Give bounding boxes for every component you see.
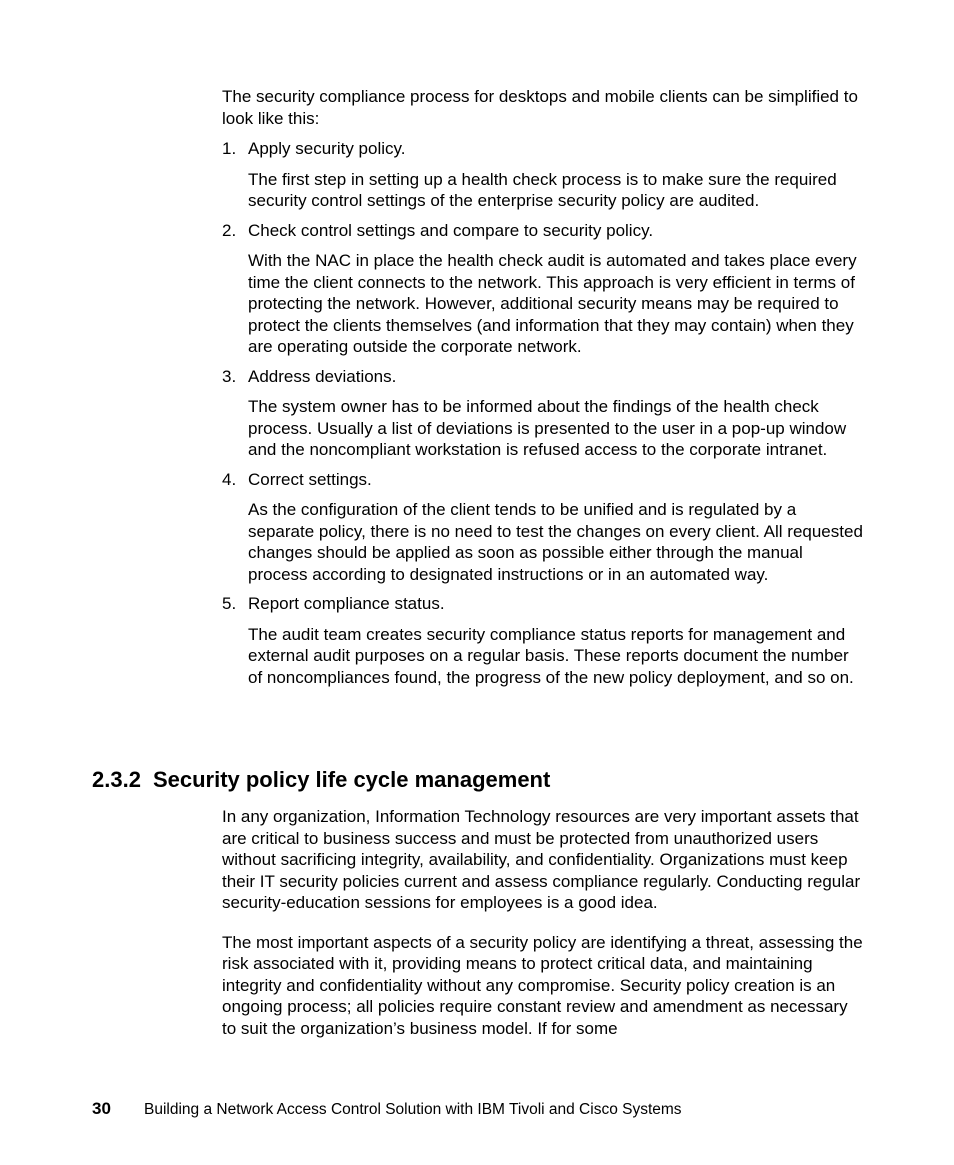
step-title: Address deviations. xyxy=(248,366,397,386)
step-description: With the NAC in place the health check audit is automated and takes place every time the client connects to the network. This approach is very efficient in terms of protecting the network. However, additional security means may be required to protect the clients themselves (and information that they may contain) when they are operating outside the corporate network. xyxy=(248,251,857,356)
intro-paragraph: The security compliance process for desktops and mobile clients can be simplified to look like this: xyxy=(222,87,858,128)
section-heading xyxy=(92,766,550,794)
list-item xyxy=(222,220,864,358)
step-title: Report compliance status. xyxy=(248,594,445,613)
step-heading xyxy=(222,366,864,388)
step-description: The system owner has to be informed about the findings of the health check process. Usually a list of deviations is presented to the user in a pop-up window and the noncompliant workstation is refused access to the corporate intranet. xyxy=(248,397,847,459)
step-description: As the configuration of the client tends to be unified and is regulated by a separate policy, there is no need to test the changes on every client. All requested changes should be applied as soon as possible either through the manual process according to designated instructions or in an automated way. xyxy=(248,500,863,584)
section-number: 2.3.2 xyxy=(92,767,141,792)
step-description: The first step in setting up a health check process is to make sure the required security control settings of the enterprise security policy are audited. xyxy=(248,169,837,210)
step-number: 3. xyxy=(222,366,237,386)
list-item xyxy=(222,469,864,586)
step-number: 4. xyxy=(222,469,237,489)
body-paragraph: The most important aspects of a security policy are identifying a threat, assessing the risk associated with it, providing means to protect critical data, and maintaining integrity and confidentiality without any compromise. Security policy creation is an ongoing process; all policies require constant review and amendment as necessary to suit the organization’s business model. If for some xyxy=(222,932,863,1038)
step-heading xyxy=(222,469,864,491)
page-number: 30 xyxy=(92,1099,111,1118)
step-heading xyxy=(222,138,864,160)
step-heading xyxy=(222,593,864,615)
step-title: Correct settings. xyxy=(248,469,372,489)
step-title: Check control settings and compare to security policy. xyxy=(248,220,654,240)
book-title: Building a Network Access Control Solution with IBM Tivoli and Cisco Systems xyxy=(144,1101,682,1118)
body-paragraph: In any organization, Information Technology resources are very important assets that are critical to business success and must be protected from unauthorized users without sacrificing integrity, availability, and confidentiality. Organizations must keep their IT security policies current and assess compliance regularly. Conducting regular security-education sessions for employees is a good idea. xyxy=(222,807,861,912)
list-item xyxy=(222,366,864,461)
step-title: Apply security policy. xyxy=(248,139,406,158)
compliance-steps-list xyxy=(222,138,864,696)
page-footer xyxy=(92,1099,682,1119)
step-number: 2. xyxy=(222,220,237,240)
list-item xyxy=(222,138,864,212)
step-heading xyxy=(222,220,864,242)
section-title: Security policy life cycle management xyxy=(152,767,551,792)
step-description: The audit team creates security compliance status reports for management and external audit purposes on a regular basis. These reports document the number of noncompliances found, the progress of the new policy deployment, and so on. xyxy=(248,624,854,687)
list-item xyxy=(222,593,864,688)
step-number: 1. xyxy=(222,139,237,158)
step-number: 5. xyxy=(222,594,237,613)
section-body xyxy=(222,806,864,1057)
